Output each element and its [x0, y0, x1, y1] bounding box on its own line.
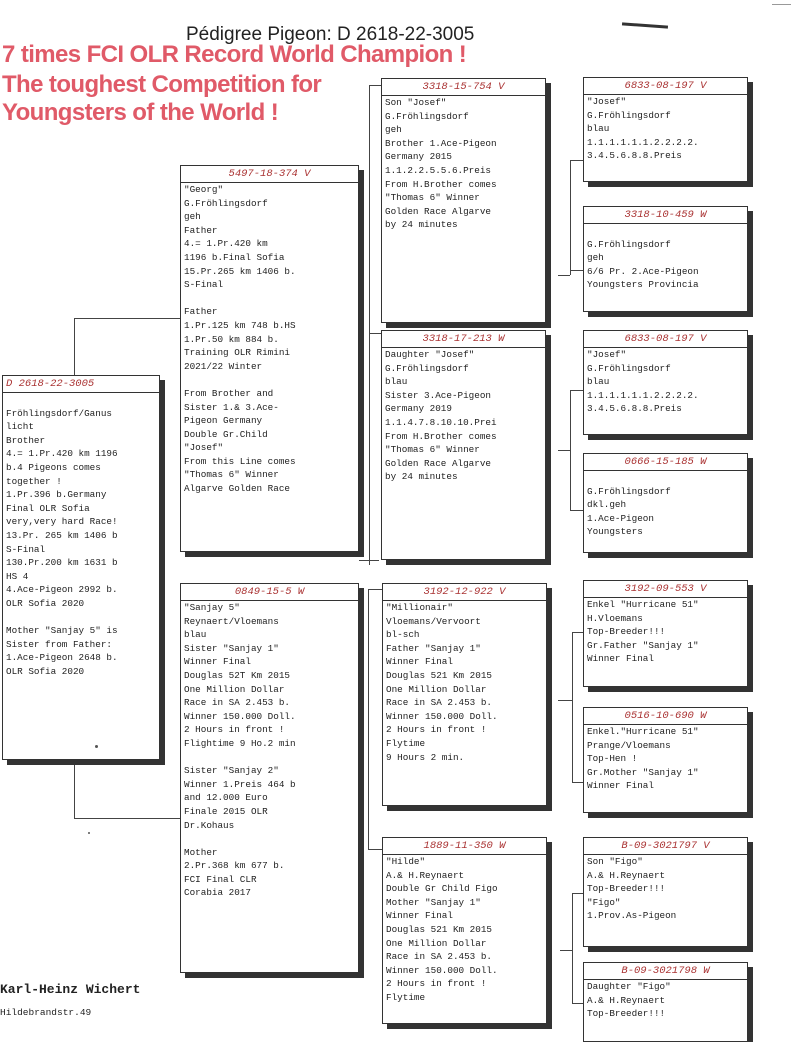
card-line: "Thomas 6" Winner — [184, 469, 279, 481]
card-line: Enkel."Hurricane 51" — [587, 726, 699, 737]
card-line: Winner Final — [386, 910, 453, 922]
card-line: geh — [587, 252, 604, 264]
father-card — [180, 165, 359, 552]
card-line: Brother 1.Ace-Pigeon — [385, 137, 497, 149]
card-line: Sister from Father: — [6, 638, 113, 650]
grandfather-maternal-card — [382, 583, 547, 806]
ring-number: 3318-10-459 W — [584, 207, 747, 224]
card-line: Father "Sanjay 1" — [386, 642, 481, 654]
connector — [74, 318, 75, 375]
ring-number: 6833-08-197 V — [584, 78, 747, 95]
card-line: Race in SA 2.453 b. — [386, 951, 493, 963]
card-line: One Million Dollar — [184, 683, 285, 695]
card-line: FCI Final CLR — [184, 873, 257, 885]
connector — [570, 160, 583, 161]
card-line: Sister 1.& 3.Ace- — [184, 401, 279, 413]
corner-mark — [772, 0, 791, 5]
card-line: Pigeon Germany — [184, 415, 263, 427]
card-line: G.Fröhlingsdorf — [385, 362, 469, 374]
card-line: blau — [385, 376, 408, 388]
ring-number: 3192-12-922 V — [383, 584, 546, 601]
card-line: 130.Pr.200 km 1631 b — [6, 557, 118, 569]
connector — [572, 632, 583, 633]
card-line: Flytime — [386, 991, 426, 1003]
card-line: Son "Josef" — [385, 97, 447, 108]
ring-number: B-09-3021798 W — [584, 963, 747, 980]
card-line: S-Final — [6, 543, 46, 555]
card-line: 4.= 1.Pr.420 km — [184, 238, 268, 250]
connector — [560, 950, 572, 951]
page-title: Pédigree Pigeon: D 2618-22-3005 — [186, 24, 475, 45]
card-line: "Josef" — [587, 96, 627, 107]
card-line: and 12.000 Euro — [184, 792, 268, 804]
card-line: Winner 150.000 Doll. — [184, 710, 296, 722]
ring-number: 3318-15-754 V — [382, 79, 545, 96]
connector — [74, 760, 75, 818]
card-line: Race in SA 2.453 b. — [386, 697, 493, 709]
card-line: geh — [385, 124, 402, 136]
speck — [88, 832, 90, 834]
connector — [368, 589, 382, 590]
ring-number: 6833-08-197 V — [584, 331, 747, 348]
card-line: 1.1.1.1.1.1.2.2.2.2. — [587, 389, 699, 401]
card-line: Winner 150.000 Doll. — [386, 710, 498, 722]
card-line: Father — [184, 224, 218, 236]
card-line: G.Fröhlingsdorf — [587, 485, 671, 497]
card-line: Douglas 52T Km 2015 — [184, 669, 291, 681]
card-line: "Georg" — [184, 184, 224, 195]
ring-number: 0849-15-5 W — [181, 584, 358, 601]
card-line: Brother — [6, 434, 46, 446]
card-line: 1.1.1.1.1.1.2.2.2.2. — [587, 136, 699, 148]
card-line: Daughter "Figo" — [587, 981, 671, 992]
card-line: Reynaert/Vloemans — [184, 615, 279, 627]
card-line: A.& H.Reynaert — [587, 869, 666, 881]
great-grandparent-card-3 — [583, 330, 748, 435]
card-line: G.Fröhlingsdorf — [587, 109, 671, 121]
card-line: Top-Breeder!!! — [587, 1008, 666, 1020]
card-line: 2 Hours in front ! — [386, 724, 487, 736]
card-line: Mother — [184, 846, 218, 858]
card-line: 9 Hours 2 min. — [386, 751, 465, 763]
card-line: dkl.geh — [587, 499, 627, 511]
card-line: b.4 Pigeons comes — [6, 461, 101, 473]
card-line: Finale 2015 OLR — [184, 805, 268, 817]
great-grandparent-card-2 — [583, 206, 748, 312]
card-line: very,very hard Race! — [6, 516, 118, 528]
card-line: 13.Pr. 265 km 1406 b — [6, 529, 118, 541]
card-line: 1.Pr.396 b.Germany — [6, 489, 107, 501]
card-line: Mother "Sanjay 1" — [386, 896, 481, 908]
card-line: 1.Ace-Pigeon — [587, 512, 654, 524]
card-line: Enkel "Hurricane 51" — [587, 599, 699, 610]
card-line: Fröhlingsdorf/Ganus — [6, 407, 113, 419]
card-line: G.Fröhlingsdorf — [184, 197, 268, 209]
connector — [572, 1003, 583, 1004]
speck — [95, 745, 98, 748]
card-line: 2 Hours in front ! — [184, 724, 285, 736]
card-line: Germany 2015 — [385, 151, 452, 163]
card-line: licht — [6, 421, 34, 433]
connector — [570, 390, 571, 510]
card-line: A.& H.Reynaert — [587, 994, 666, 1006]
ring-number: B-09-3021797 V — [584, 838, 747, 855]
card-line — [181, 832, 358, 846]
breeder-address: Hildebrandstr.49 — [0, 1007, 92, 1018]
card-line: Daughter "Josef" — [385, 349, 475, 360]
card-line: G.Fröhlingsdorf — [587, 362, 671, 374]
card-line: 2 Hours in front ! — [386, 978, 487, 990]
card-line: Winner Final — [184, 656, 251, 668]
connector — [359, 560, 379, 561]
ring-number: 3318-17-213 W — [382, 331, 545, 348]
connector — [570, 160, 571, 275]
card-line: From H.Brother comes — [385, 178, 497, 190]
card-line: HS 4 — [6, 570, 29, 582]
card-line: G.Fröhlingsdorf — [385, 110, 469, 122]
connector — [74, 818, 180, 819]
great-grandparent-card-6 — [583, 707, 748, 813]
connector — [572, 782, 583, 783]
mother-card — [180, 583, 359, 973]
card-line: blau — [587, 376, 610, 388]
card-line: Sister "Sanjay 2" — [184, 765, 279, 777]
card-line: 1.1.4.7.8.10.10.Prei — [385, 416, 497, 428]
card-line: 3.4.5.6.8.8.Preis — [587, 150, 682, 162]
card-line: Final OLR Sofia — [6, 502, 90, 514]
card-line: Winner 1.Preis 464 b — [184, 778, 296, 790]
grandfather-paternal-card — [381, 78, 546, 323]
ring-number: 3192-09-553 V — [584, 581, 747, 598]
card-line: Training OLR Rimini — [184, 347, 291, 359]
card-line: blau — [184, 629, 207, 641]
subject-card — [2, 375, 160, 760]
great-grandparent-card-1 — [583, 77, 748, 182]
connector — [558, 275, 570, 276]
connector — [368, 849, 382, 850]
card-line: Algarve Golden Race — [184, 483, 291, 495]
breeder-name: Karl-Heinz Wichert — [0, 982, 141, 997]
ring-number: 1889-11-350 W — [383, 838, 546, 855]
connector — [369, 333, 381, 334]
card-line: Double Gr Child Figo — [386, 883, 498, 895]
card-line: Mother "Sanjay 5" is — [6, 625, 118, 637]
banner-line-2: The toughest Competition for — [2, 71, 322, 98]
card-line: bl-sch — [386, 629, 420, 641]
card-line: 15.Pr.265 km 1406 b. — [184, 265, 296, 277]
card-line: 6/6 Pr. 2.Ace-Pigeon — [587, 265, 699, 277]
great-grandparent-card-7 — [583, 837, 748, 947]
card-line: G.Fröhlingsdorf — [587, 238, 671, 250]
card-line: 1.Prov.As-Pigeon — [587, 910, 677, 922]
card-line: A.& H.Reynaert — [386, 869, 465, 881]
card-line: 1.Pr.125 km 748 b.HS — [184, 319, 296, 331]
card-line: Vloemans/Vervoort — [386, 615, 481, 627]
card-line: Winner 150.000 Doll. — [386, 964, 498, 976]
card-line: 1.Pr.50 km 884 b. — [184, 333, 279, 345]
card-line: geh — [184, 211, 201, 223]
card-line: by 24 minutes — [385, 219, 458, 231]
card-line — [3, 393, 159, 407]
card-line: "Josef" — [587, 349, 627, 360]
card-line — [3, 611, 159, 625]
card-line: "Thomas 6" Winner — [385, 192, 480, 204]
connector — [570, 270, 583, 271]
connector — [74, 318, 180, 319]
banner-line-3: Youngsters of the World ! — [2, 99, 279, 126]
connector — [570, 510, 583, 511]
card-line: "Hilde" — [386, 856, 426, 867]
card-line: Douglas 521 Km 2015 — [386, 923, 493, 935]
card-line: Son "Figo" — [587, 856, 643, 867]
card-line: From H.Brother comes — [385, 430, 497, 442]
connector — [570, 390, 583, 391]
card-line: H.Vloemans — [587, 612, 643, 624]
card-line: 4.= 1.Pr.420 km 1196 — [6, 448, 118, 460]
card-line: Corabia 2017 — [184, 887, 251, 899]
card-line: Flightime 9 Ho.2 min — [184, 737, 296, 749]
card-line: Sister 3.Ace-Pigeon — [385, 389, 492, 401]
card-line: "Millionair" — [386, 602, 453, 613]
card-line — [181, 373, 358, 387]
card-line: Double Gr.Child — [184, 428, 268, 440]
card-line — [181, 292, 358, 306]
card-line: Sister "Sanjay 1" — [184, 642, 279, 654]
card-line: Youngsters Provincia — [587, 279, 699, 291]
great-grandparent-card-5 — [583, 580, 748, 687]
card-line: Top-Hen ! — [587, 753, 638, 765]
card-line: Winner Final — [386, 656, 453, 668]
connector — [558, 450, 570, 451]
card-line: "Josef" — [184, 442, 224, 454]
card-line: Dr.Kohaus — [184, 819, 235, 831]
card-line — [181, 751, 358, 765]
card-line: Race in SA 2.453 b. — [184, 697, 291, 709]
banner-line-1: 7 times FCI OLR Record World Champion ! — [2, 41, 467, 68]
card-line — [584, 224, 747, 238]
connector — [369, 85, 370, 565]
card-line: 1.Ace-Pigeon 2648 b. — [6, 652, 118, 664]
great-grandparent-card-8 — [583, 962, 748, 1042]
great-grandparent-card-4 — [583, 453, 748, 553]
card-line: Father — [184, 306, 218, 318]
connector — [369, 85, 381, 86]
card-line: by 24 minutes — [385, 471, 458, 483]
grandmother-maternal-card — [382, 837, 547, 1024]
card-line: One Million Dollar — [386, 683, 487, 695]
card-line: Golden Race Algarve — [385, 457, 492, 469]
card-line: From this Line comes — [184, 455, 296, 467]
card-line — [584, 471, 747, 485]
card-line: Douglas 521 Km 2015 — [386, 669, 493, 681]
card-line: Gr.Father "Sanjay 1" — [587, 639, 699, 651]
card-line: "Sanjay 5" — [184, 602, 240, 613]
card-line: Germany 2019 — [385, 403, 452, 415]
card-line: One Million Dollar — [386, 937, 487, 949]
card-line: Golden Race Algarve — [385, 205, 492, 217]
card-line: Gr.Mother "Sanjay 1" — [587, 766, 699, 778]
card-line: Winner Final — [587, 780, 654, 792]
card-line: Top-Breeder!!! — [587, 883, 666, 895]
card-line: "Figo" — [587, 896, 621, 908]
card-line: Prange/Vloemans — [587, 739, 671, 751]
card-line: 1.1.2.2.5.5.6.Preis — [385, 164, 492, 176]
card-line: OLR Sofia 2020 — [6, 665, 85, 677]
connector — [368, 589, 369, 849]
pen-mark — [622, 22, 668, 28]
card-line: 2021/22 Winter — [184, 360, 263, 372]
ring-number: 0666-15-185 W — [584, 454, 747, 471]
card-line: blau — [587, 123, 610, 135]
connector — [572, 893, 573, 1003]
card-line: 3.4.5.6.8.8.Preis — [587, 403, 682, 415]
connector — [572, 893, 583, 894]
card-line: From Brother and — [184, 387, 274, 399]
card-line: OLR Sofia 2020 — [6, 597, 85, 609]
card-line: Flytime — [386, 737, 426, 749]
card-line: S-Final — [184, 279, 224, 291]
card-line: Youngsters — [587, 526, 643, 538]
ring-number: D 2618-22-3005 — [3, 376, 159, 393]
card-line: 4.Ace-Pigeon 2992 b. — [6, 584, 118, 596]
card-line: together ! — [6, 475, 62, 487]
connector — [558, 700, 572, 701]
card-line: 2.Pr.368 km 677 b. — [184, 860, 285, 872]
card-line: 1196 b.Final Sofia — [184, 251, 285, 263]
card-line: Top-Breeder!!! — [587, 626, 666, 638]
ring-number: 0516-10-690 W — [584, 708, 747, 725]
ring-number: 5497-18-374 V — [181, 166, 358, 183]
card-line: Winner Final — [587, 653, 654, 665]
grandmother-paternal-card — [381, 330, 546, 560]
connector — [572, 632, 573, 782]
card-line: "Thomas 6" Winner — [385, 444, 480, 456]
